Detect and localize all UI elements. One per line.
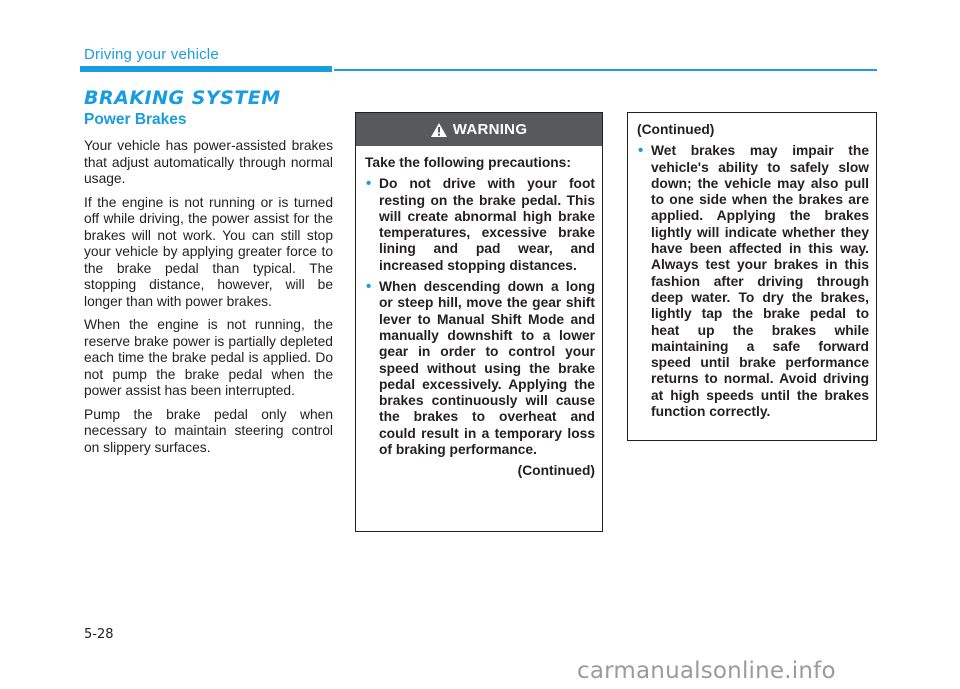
chapter-title: BRAKING SYSTEM [84,87,281,109]
body-paragraph: Pump the brake pedal only when necessary to maintain steering control on slippery surfaces. [84,406,333,455]
header-rule-thin [334,69,877,71]
warning-bullet-text: When descending down a long or steep hill, move the gear shift lever to Manual Shift Mode and manually downshift to a lower gear in order to control your speed without using the brake pedal excessively. Applying the brakes continuously will cause the brakes to overheat and could result in a temporary loss of braking performance. [379,279,595,458]
warning-body [628,113,876,420]
body-paragraph: Your vehicle has power-assisted brakes that adjust automatically through normal usage. [84,138,333,186]
warning-header [356,113,602,146]
body-paragraph: If the engine is not running or is turned off while driving, the power assist for the brakes will not work. You can still stop your vehicle by applying greater force to the brake pedal than typical. The stopping distance, however, will be longer than with power brakes. [84,194,333,309]
header-rule-thick [80,66,332,72]
section-header: Driving your vehicle [84,46,219,63]
warning-body [356,146,602,480]
warning-triangle-icon [431,123,447,137]
warning-bullet-text: Wet brakes may impair the vehicle's ability to safely slow down; the vehicle may also pull to one side when the brakes are applied. Applying the brakes lightly will indicate whether they have been affected in this way. Always test your brakes in this fashion after driving through deep water. To dry the brakes, lightly tap the brake pedal to heat up the brakes while maintaining a safe forward speed until brake performance returns to normal. Avoid driving at high speeds until the brakes function correctly. [651,143,869,420]
warning-box-continued [627,112,877,441]
power-brakes-title: Power Brakes [84,111,187,128]
warning-bullet [365,279,595,458]
warning-intro: Take the following precautions: [365,155,571,170]
continued-label: (Continued) [637,122,715,137]
continued-label: (Continued) [517,463,595,479]
warning-bullet [365,176,595,274]
warning-label: WARNING [452,121,528,138]
warning-bullet-list [637,143,869,420]
warning-bullet-text: Do not drive with your foot resting on the brake pedal. This will create abnormal high brake temperatures, excessive brake lining and pad wear, and increased stopping distances. [379,176,595,273]
warning-bullet [637,143,869,420]
body-paragraph: When the engine is not running, the reserve brake power is partially depleted each time the brake pedal is applied. Do not pump the brake pedal when the power assist has been interrupted. [84,317,333,398]
watermark: carmanualsonline.info [577,658,836,684]
bullet-dot-icon: • [366,278,372,296]
warning-box [355,112,603,532]
bullet-dot-icon: • [366,175,372,193]
bullet-dot-icon: • [638,142,644,160]
power-brakes-body [84,138,333,463]
page-number: 5-28 [84,627,114,642]
warning-bullet-list [365,176,595,458]
